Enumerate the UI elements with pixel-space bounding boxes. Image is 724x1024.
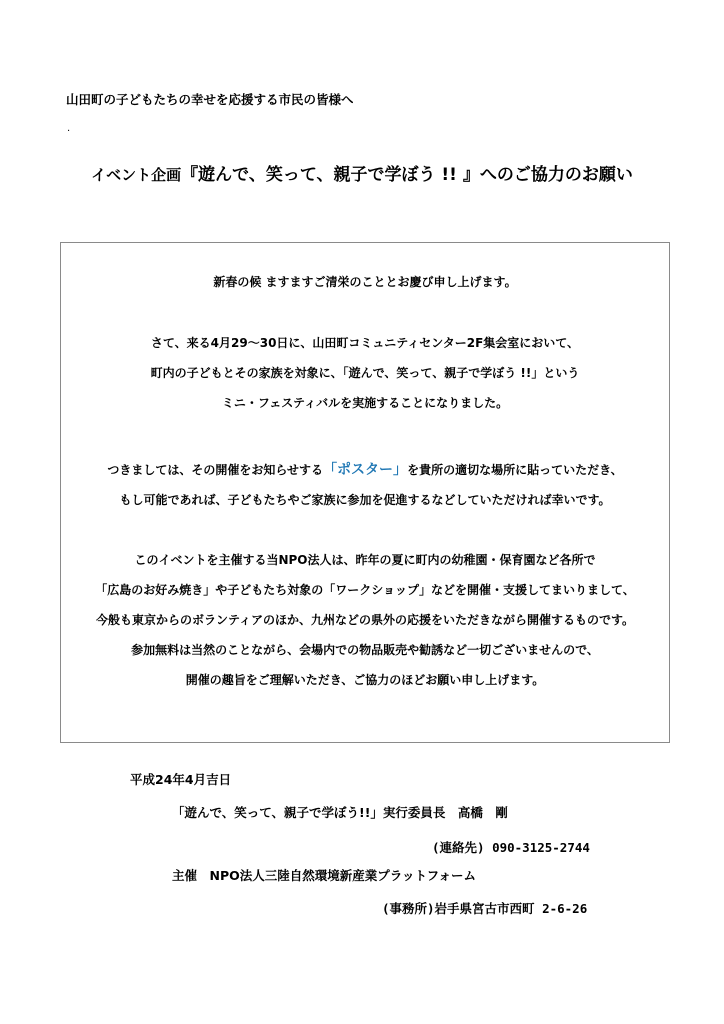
announcement-paragraph (61, 328, 669, 418)
greeting-paragraph (61, 267, 669, 297)
event-title (0, 160, 724, 185)
request-text-after: を貴所の適切な場所に貼っていただき、 (407, 463, 623, 477)
request-line: もし可能であれば、子どもたちやご家族に参加を促進するなどしていただければ幸いです。 (119, 493, 611, 507)
title-lead: イベント企画 (91, 166, 182, 184)
announcement-line: 町内の子どもとその家族を対象に、「遊んで、笑って、親子で学ぼう !!」という (150, 366, 580, 380)
office-address: (事務所)岩手県宮古市西町 2-6-26 (382, 901, 588, 916)
title-main: 『遊んで、笑って、親子で学ぼう !! 』へのご協力のお願い (181, 165, 633, 185)
announcement-line: ミニ・フェスティバルを実施することになりました。 (221, 396, 509, 410)
announcement-line: さて、来る4月29～30日に、山田町コミュニティセンター2F集会室において、 (150, 336, 580, 350)
committee-chair: 「遊んで、笑って、親子で学ぼう!!」実行委員長 高橋 剛 (172, 805, 508, 820)
poster-highlight: 「ポスター」 (323, 462, 408, 478)
request-paragraph (61, 455, 669, 515)
message-box (60, 242, 670, 743)
stray-dot: . (67, 123, 71, 134)
request-line (61, 455, 669, 485)
organizer-paragraph (61, 545, 669, 695)
date-line: 平成24年4月吉日 (130, 772, 232, 787)
contact-phone: (連絡先) 090-3125-2744 (432, 840, 590, 855)
organizer-line: 「広島のお好み焼き」や子どもたち対象の「ワークショップ」などを開催・支援してまいりまして、 (95, 583, 635, 597)
organizer-line: 開催の趣旨をご理解いただき、ご協力のほどお願い申し上げます。 (185, 673, 545, 687)
organizer-line: 今般も東京からのボランティアのほか、九州などの県外の応援をいただきながら開催するものです。 (95, 613, 635, 627)
addressee: 山田町の子どもたちの幸せを応援する市民の皆様へ (66, 92, 354, 107)
greeting-line: 新春の候 ますますご清栄のこととお慶び申し上げます。 (213, 275, 517, 289)
organizer-line: このイベントを主催する当NPO法人は、昨年の夏に町内の幼稚園・保育園など各所で (134, 553, 596, 567)
organizer-line: 参加無料は当然のことながら、会場内での物品販売や勧誘など一切ございませんので、 (131, 643, 599, 657)
organizer-name: 主催 NPO法人三陸自然環境新産業プラットフォーム (172, 868, 477, 883)
request-text-before: つきましては、その開催をお知らせする (107, 463, 324, 477)
